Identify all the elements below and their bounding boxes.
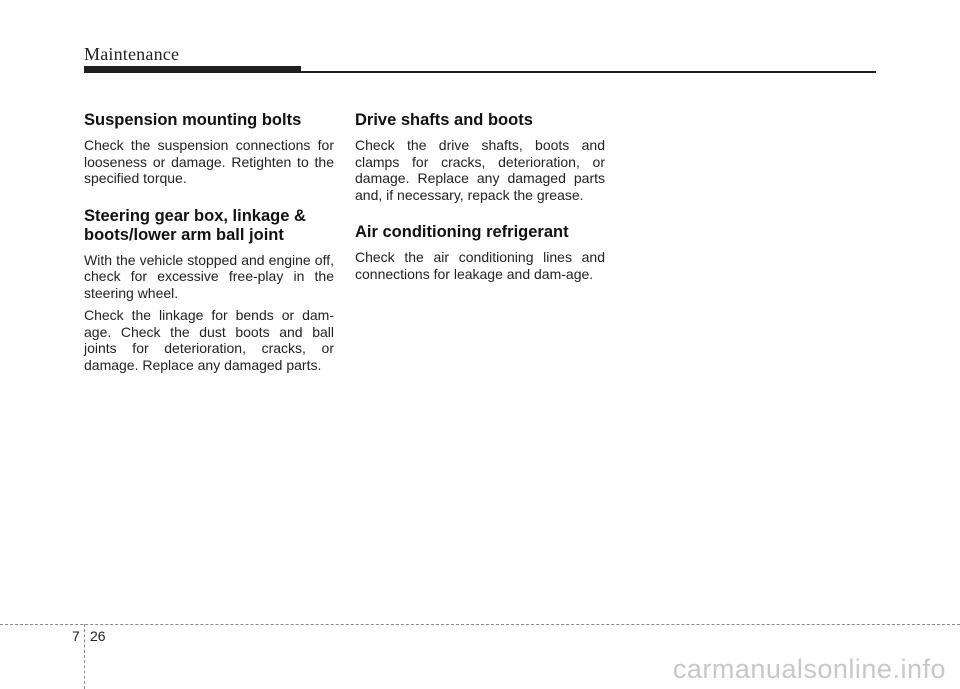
header-rule-thin: [301, 71, 876, 73]
section-heading: Air conditioning refrigerant: [355, 223, 569, 241]
header-rule-thick: [84, 66, 301, 73]
running-head: Maintenance: [84, 44, 180, 64]
footer-rule-vertical: [84, 624, 85, 689]
left-column: [84, 111, 334, 393]
section-paragraph: Check the linkage for bends or dam-age. Check the dust boots and ball joints for deterioration, cracks, or damage. Replace any damaged parts.: [84, 307, 334, 373]
section-heading: Steering gear box, linkage & boots/lower arm ball joint: [84, 206, 306, 244]
section-heading: Suspension mounting bolts: [84, 111, 302, 129]
footer-rule-horizontal: [0, 624, 960, 625]
page-number: 26: [90, 628, 106, 644]
section-paragraph: With the vehicle stopped and engine off, check for excessive free-play in the steering wheel.: [84, 251, 334, 301]
chapter-number: 7: [72, 628, 80, 644]
watermark: carmanualsonline.info: [672, 654, 946, 684]
section-heading: Drive shafts and boots: [355, 111, 533, 129]
section-paragraph: Check the air conditioning lines and connections for leakage and dam-age.: [355, 249, 605, 282]
section-suspension-mounting-bolts: [84, 111, 334, 187]
section-paragraph: Check the suspension connections for looseness or damage. Retighten to the specified torque.: [84, 137, 334, 186]
section-drive-shafts-and-boots: [355, 111, 605, 203]
right-column: [355, 111, 605, 302]
section-paragraph: Check the drive shafts, boots and clamps for cracks, deterioration, or damage. Replace any damaged parts and, if necessary, repack the grease.: [355, 137, 605, 203]
section-air-conditioning-refrigerant: [355, 223, 605, 282]
section-steering-gear-box: [84, 207, 334, 374]
